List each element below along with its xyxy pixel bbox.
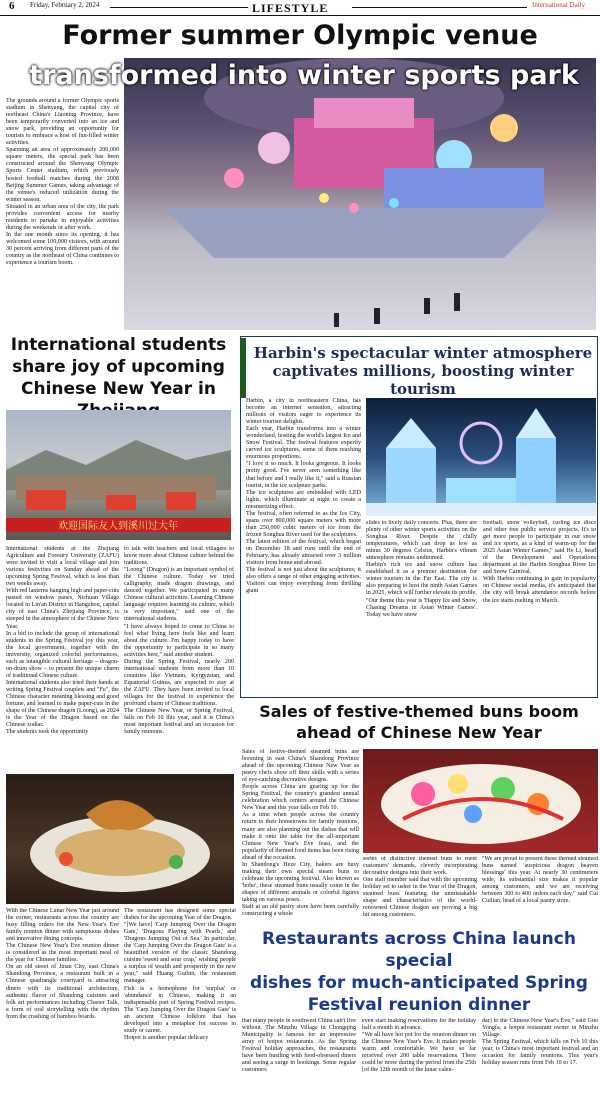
article4-body-col2: series of distinctive themed buns to meet customers' demands, cleverly incorporating decorative designs into their work. One staff member said that with the upcoming holiday set to usher in the Year of the Dragon, steamed buns featuring the unmistakable shape and characteristics of the world-renowned Chinese dragon are proving a big hit among customers. bbox=[363, 856, 477, 919]
article5-body-col3: that many people in southwest China can't live without. The Minzhu Village in Chongqing Municipality is famous for an impressive array of hotpot restaurants. As the Spring Festival holiday approaches, the restaurants have been bustling with food-obsessed diners and seeing a surge in bookings. Some regular customers bbox=[242, 1018, 356, 1074]
olympic-park-photo bbox=[124, 58, 596, 330]
article1-headline-line2-wrap bbox=[12, 60, 596, 92]
article3-accent-bar bbox=[240, 338, 246, 398]
issue-date: Friday, February 2, 2024 bbox=[30, 1, 100, 9]
page-number: 6 bbox=[9, 0, 15, 12]
article2-headline: International students share joy of upcoming Chinese New Year in bbox=[10, 335, 227, 400]
article5-body-col4: even start making reservations for the holiday half a month in advance. "We all have hot pot for the reunion dinner on the Chinese New Year's Eve. It makes people warm and comfortable. We have so far received over 200 table reservations. There could be more during the period from the 25th [of the 12th month of the lunar calen- bbox=[362, 1018, 476, 1074]
header-rule-left bbox=[110, 7, 248, 8]
article5-headline-line3: Festival reunion dinner bbox=[307, 995, 531, 1016]
zhejiang-village-photo bbox=[6, 410, 231, 540]
article2-body-col1: International students at the Zhejiang Agriculture and Forestry University (ZAFU) were invited to visit a local village and join various festivities on Sunday ahead of the upcoming Spring Festival, which is less than two weeks away. With red lanterns hanging high and paper-cuts pasted on window panes, Nichuan Village located in Lin'an District in Hangzhou, capital city of east China's Zhejiang Province, is steeped in the atmosphere of the Chinese New Year. In a bid to include the group of international students in the Spring Festival joy this year, the local government, together with the university, organized colorful performances, such as intangible cultural heritage – dragon-on-drum show – to present the unique charm of traditional Chinese culture. International students also tried their hands at writing Spring Festival couplets and "Fu", the Chinese character meaning blessing and good fortune, and learned to make paper-cuts in the shape of the Chinese dragon (Loong), as 2024 is the Year of the Dragon based on the Chinese zodiac. The students took the opportunity bbox=[6, 546, 119, 736]
article4-headline-line2: ahead of Chinese New Year bbox=[296, 722, 542, 742]
harbin-ice-photo bbox=[366, 398, 596, 516]
header-underline bbox=[0, 15, 600, 16]
article5-body-col1: With the Chinese Lunar New Year just around the corner, restaurants across the country are busy filling orders for the New Year's Eve family reunion dinner with sumptuous dishes and innovative dining concepts. The Chinese New Year's Eve reunion dinner is considered as the most important meal of the year for Chinese families. On an old street of Jinan City, east China's Shandong Province, a restaurant built in a Chinese quadrangle courtyard is attracting diners with its traditional architecture, authentic flavor of Shandong cuisines and folk art performances including Chaoer Talk, a form of oral storytelling with the rhythm from the crashing of bamboo boards. bbox=[6, 908, 119, 1020]
article4-body-col3: "We are proud to present these themed steamed buns named 'auspicious dragon heaven blessings' this year. At nearly 30 centimeters wide, its substantial size makes it popular among customers, and we are receiving between 300 to 400 orders each day," said Cui Cuilian, head of a local pastry store. bbox=[482, 856, 598, 905]
article1-headline-line2: transformed into winter sports park bbox=[29, 60, 579, 91]
article1-headline-line1: Former summer Olympic venue bbox=[62, 20, 538, 51]
article3-body-col1: Harbin, a city in northeastern China, has become an internet sensation, attracting millions of visitors eager to experience its winter tourism delights. Each year, Harbin transforms into a winter wonderland, hosting the world's largest Ice and Snow Festival. The festival features expertly carved ice sculptures, some of them reaching enormous proportions. "I love it so much. It looks gorgeous. It looks pretty good. I've never seen something like that before and I really like it," said a Russian tourist, in the ice sculpture parks. The ice sculptures are embedded with LED lights, which illuminate at night to create a mesmerizing effect. The festival, often referred to as the Ice City, spans over 800,000 square meters with more than 250,000 cubic meters of ice from the frozen Songhua River used for the sculptures. The latest edition of the festival, which began on December 18 and runs until the end of February, has already attracted over 3 million visitors from home and abroad. The festival is not just about the sculptures; it also offers a range of other engaging activities. Visitors can enjoy everything from thrilling giant bbox=[246, 398, 361, 595]
article2-body-col2: to talk with teachers and local villagers to know more about Chinese culture behind the traditions. "Loong" (Dragon) is an important symbol of the Chinese culture. Today we tried calligraphy, made dragon drawings, and danced together. We participated in many Chinese cultural activities. Learning Chinese language requires learning its culture, which is very important," said one of the international students. "I have always hoped to come to China to feel what living here feels like and learn about the culture. I'm happy today to have the opportunity to participate in so many activities here," said another student. During the Spring Festival, nearly 200 international students from more than 10 countries like Vietnam, Kyrgyzstan, and Equatorial Guinea, are expected to stay at the ZAFU. They have been invited to local villages for the festival to experience the profound charm of Chinese traditions. The Chinese New Year, or Spring Festival, falls on Feb 10 this year, and it is China's most important festival and an occasion for family reunions. bbox=[124, 546, 234, 736]
article4-headline bbox=[240, 702, 598, 744]
article5-body-col2: The restaurant has designed some special dishes for the upcoming Year of the Dragon. "[We have] 'Carp Jumping Over the Dragon Gate,' 'Dragons Playing with Pearls,' and 'Dragons Jumping Out of Sea.' In particular, the 'Carp Jumping Over the Dragon Gate' is a beautified version of the classic Shandong cuisine 'sweet and sour crap,' wishing people a surplus of wealth and prosperity in the new year," said Huang Guibin, the restaurant manager. Fish is a homophone for 'surplus' or 'abundance' in Chinese, making it an indispensable part of Spring Festival recipes. The 'Carp Jumping Over the Dragon Gate' is an ancient Chinese folklore that has developed into a metaphor for success in study or career. Hotpot is another popular delicacy bbox=[124, 908, 236, 1041]
article5-headline-line2: dishes for much-anticipated Spring bbox=[250, 973, 588, 994]
article4-headline-line1: Sales of festive-themed buns boom bbox=[259, 702, 579, 721]
article3-headline-line1: Harbin's spectacular winter atmosphere bbox=[253, 344, 593, 362]
steamed-buns-photo bbox=[363, 749, 598, 853]
article1-headline bbox=[0, 20, 600, 52]
article3-headline-line2: captivates millions, boosting winter tourism bbox=[272, 362, 574, 398]
article3-headline bbox=[250, 344, 596, 398]
welcome-banner-text: 欢迎国际友人到溪川过大年 bbox=[58, 521, 178, 532]
article1-body: The grounds around a former Olympic sports stadium in Shenyang, the capital city of northeast China's Liaoning Province, have been temporarily converted into an ice and snow park, providing an opportunity for tourists to embrace a host of fun-filled winter activities. Spanning an area of approximately 200,000 square meters, the special park has been constructed around the Shenyang Olympic Sports Center stadium, which previously hosted football matches during the 2008 Beijing Summer Games, taking advantage of the venue's reduced utilization during the winter season. Situated in an urban area of the city, the park provides convenient access for nearby residents to partake in enjoyable activities during the weekends or after work. In the one month since its opening, it has welcomed some 100,000 visitors, with around 30 percent arriving from different parts of the country as the northeast of China continues to experience a tourism boom. bbox=[6, 98, 119, 267]
article5-headline bbox=[240, 928, 598, 1016]
restaurant-dish-photo bbox=[6, 774, 234, 904]
newspaper-name: International Daily bbox=[532, 1, 586, 9]
section-name: LIFESTYLE bbox=[252, 1, 329, 15]
article5-body-col5: dar] to the Chinese New Year's Eve," said Guo Yongfa, a hotpot restaurant owner in Minzhu Village. The Spring Festival, which falls on Feb 10 this year, is China's most important festival and an occasion for family reunions. This year's holiday season runs from Feb 10 to 17. bbox=[482, 1018, 598, 1067]
header-rule-right bbox=[352, 7, 527, 8]
article4-body-col1: Sales of festive-themed steamed buns are booming in east China's Shandong Province ahead of the upcoming Chinese New Year as pastry chefs show off their skills with a series of eye-catching decorative designs. People across China are gearing up for the Spring Festival, the country's grandest annual celebration which centers around the Chinese New Year and this year falls on Feb 10. As a time when people across the country return to their hometowns for family reunions, many are also planning out the dishes that will make it onto the table for the all-important Chinese New Year's Eve feast, and the popularity of themed food items has been rising ahead of the occasion. In Shandong's Heze City, bakers are busy making their own special steam buns to celebrate the upcoming festival. Also known as 'bobo', these steamed buns usually come in the shapes of different animals or colorful figures taking on various poses. Staff at an old pastry store have been carefully constructing a whole bbox=[242, 749, 359, 918]
article3-body-col3: football, snow volleyball, curling ice discs and other free public service projects. It's to get more people to participate in our snow and ice sports, as a kind of warm-up for the 2025 Asian Winter Games," said He Li, head of the Development and Operations department at the Harbin Songhua River Ice and Snow Carnival. With Harbin continuing to gain in popularity on Chinese social media, it's anticipated that the city will break attendance records before the ice starts melting in March. bbox=[483, 520, 596, 604]
article3-body-col2: slides to lively daily concerts. Plus, there are plenty of other winter sports activities on the Songhua River. Despite the chilly temperatures, which can drop as low as minus 30 degrees Celsius, Harbin's vibrant atmosphere remains undimmed. Harbin's rich ice and snow culture has established it as a premier destination for winter tourism in the Far East. The city is also preparing to host the ninth Asian Games in 2025, which will further elevate its profile. "Our theme this year is 'Happy Ice and Snow, Chasing Dreams in Asian Winter Games'. Today we have snow bbox=[366, 520, 477, 618]
article5-headline-line1: Restaurants across China launch special bbox=[262, 929, 576, 972]
